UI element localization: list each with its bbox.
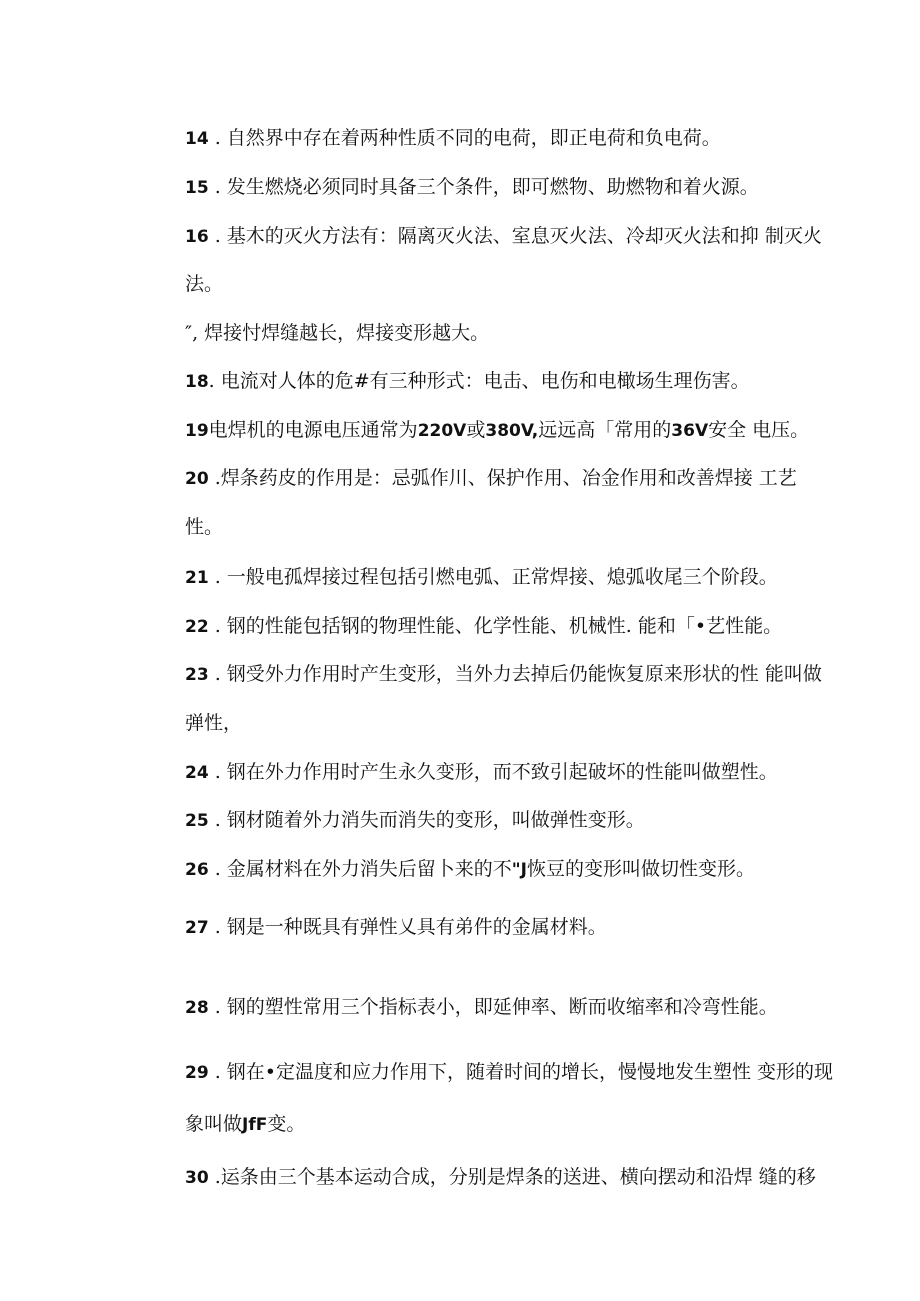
item-20-continuation <box>185 515 900 539</box>
item-21 <box>185 565 900 590</box>
item-number: 15 <box>185 178 209 198</box>
item-text: . 钢是一种既具有弹性乂具有弟件的金属材料。 <box>208 916 607 938</box>
item-text: . 钢受外力作用时产生变形，当外力去掉后仍能恢复原来形状的性 能叫做 <box>208 663 822 685</box>
voltage-value: 380V, <box>485 421 539 441</box>
item-text: . 钢的塑性常用三个指标表小，即延伸率、断而收缩率和冷弯性能。 <box>208 996 778 1018</box>
item-19 <box>185 418 900 443</box>
item-28 <box>185 995 900 1020</box>
item-30 <box>185 1165 900 1190</box>
voltage-value: 36V <box>671 421 709 441</box>
item-number: 20 <box>185 469 209 489</box>
item-number: 30 <box>185 1168 209 1188</box>
item-number: 28 <box>185 998 209 1018</box>
item-text: 电焊机的电源电压通常为 <box>208 419 418 441</box>
item-text: 安全 电压。 <box>708 419 810 441</box>
item-number: 27 <box>185 918 209 938</box>
item-number: 19 <box>185 421 209 441</box>
item-29 <box>185 1060 900 1085</box>
item-15 <box>185 175 900 200</box>
item-text: . 基木的灭火方法有：隔离灭火法、室息灭火法、冷却灭火法和抑 制灭火 <box>208 225 822 247</box>
item-text: .焊条药皮的作用是：忌弧作川、保护作用、冶金作用和改善焊接 工艺 <box>208 467 797 489</box>
item-text: .运条由三个基本运动合成，分别是焊条的送进、横向摆动和沿焊 缝的移 <box>208 1166 816 1188</box>
item-text: 远远高「常用的 <box>538 419 672 441</box>
item-text-bold: JfF <box>242 1115 268 1135</box>
item-27 <box>185 915 900 940</box>
item-text: 象叫做 <box>185 1113 243 1135</box>
item-text: 变。 <box>267 1113 306 1135</box>
item-number: 23 <box>185 665 209 685</box>
item-text: . 钢在•定温度和应力作用下，随着时间的增长，慢慢地发生塑性 变形的现 <box>208 1061 834 1083</box>
item-text: . 钢的性能包括钢的物理性能、化学性能、机械性. 能和「•艺性能。 <box>208 615 783 637</box>
item-29-continuation <box>185 1112 900 1137</box>
item-number: 16 <box>185 227 209 247</box>
item-23-continuation <box>185 711 900 735</box>
item-number: 21 <box>185 568 209 588</box>
item-26 <box>185 857 900 882</box>
item-20 <box>185 466 900 491</box>
item-text: . 钢在外力作用时产生永久变形，而不致引起破坏的性能叫做塑性。 <box>208 761 778 783</box>
item-14 <box>185 126 900 151</box>
item-23 <box>185 662 900 687</box>
item-text: 或 <box>466 419 486 441</box>
item-22 <box>185 614 900 639</box>
item-25 <box>185 808 900 833</box>
voltage-value: 220V <box>417 421 467 441</box>
item-number: 26 <box>185 860 209 880</box>
item-text: ″, 焊接忖焊缝越长，焊接变形越大。 <box>185 322 490 344</box>
item-text: . 发生燃烧必须同时具备三个条件，即可燃物、助燃物和着火源。 <box>208 176 759 198</box>
item-text: 弹性， <box>185 712 243 734</box>
item-number: 25 <box>185 811 209 831</box>
item-number: 24 <box>185 763 209 783</box>
item-text: 性。 <box>185 516 224 538</box>
item-number: 22 <box>185 617 209 637</box>
item-text: 法。 <box>185 273 224 295</box>
item-number: 14 <box>185 129 209 149</box>
item-17 <box>185 321 900 345</box>
item-number: 29 <box>185 1063 209 1083</box>
item-text: . 电流对人体的危#有三种形式：电击、电伤和电橄场生理伤害。 <box>208 370 750 392</box>
item-text: . 金属材料在外力消失后留卜来的不 <box>208 858 512 880</box>
item-text: . 一般电孤焊接过程包括引燃电弧、正常焊接、熄弧收尾三个阶段。 <box>208 566 778 588</box>
item-24 <box>185 760 900 785</box>
item-16-continuation <box>185 272 900 296</box>
item-text: . 钢材随着外力消失而消失的变形，叫做弹性变形。 <box>208 809 645 831</box>
item-number: 18 <box>185 372 209 392</box>
item-18 <box>185 369 900 394</box>
item-text: 恢豆的变形叫做切性变形。 <box>526 858 755 880</box>
item-text-bold: "J <box>511 860 527 880</box>
item-16 <box>185 224 900 249</box>
item-text: . 自然界中存在着两种性质不同的电荷，即正电荷和负电荷。 <box>208 127 721 149</box>
